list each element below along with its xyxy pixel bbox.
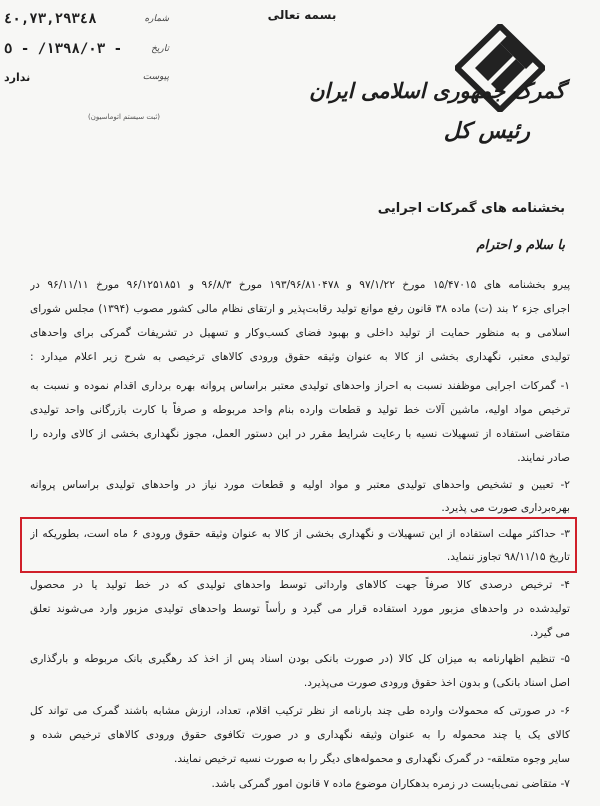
letter-date-row bbox=[4, 38, 169, 60]
body-line-13: ۴- ترخیص درصدی کالا صرفاً جهت کالاهای وارداتی توسط واحدهای تولیدی که در خط تولید یا در محصول bbox=[30, 579, 570, 591]
bismillah-heading: بسمه تعالی bbox=[267, 8, 337, 22]
body-line-16: ۵- تنظیم اظهارنامه به میزان کل کالا (در صورت بانکی بودن اسناد پس از اخذ کد رهگیری بانک مربوطه و بارگذاری bbox=[30, 653, 570, 665]
signatory-title: رئیس کل bbox=[443, 118, 530, 144]
letter-attachment-value: ندارد bbox=[4, 70, 31, 84]
body-line-3: اسلامی و به منظور حمایت از تولید داخلی و بهبود فضای کسب‌وکار و تسهیل در تشریفات گمرکی برای واحدهای bbox=[30, 327, 570, 339]
body-line-14: تولیدشده در واحدهای مزبور مورد استفاده قرار می گیرد و رأساً توسط واحدهای تولیدی مزبور وارد می‌شوند تعلق bbox=[30, 603, 570, 615]
body-line-15: می گیرد. bbox=[529, 627, 570, 639]
recipient-heading: بخشنامه های گمرکات اجرایی bbox=[377, 201, 565, 216]
body-line-9: ۲- تعیین و تشخیص واحدهای تولیدی معتبر و مواد اولیه و قطعات مورد نیاز در واحدهای تولیدی براساس پروانه bbox=[30, 479, 570, 491]
body-line-21: ۷- متقاضی نمی‌بایست در زمره بدهکاران موضوع ماده ۷ قانون امور گمرکی باشد. bbox=[211, 778, 570, 790]
letter-attachment-row bbox=[4, 66, 169, 88]
body-line-7: متقاضی استفاده از تسهیلات نسیه با رعایت شرایط مقرر در این دستور العمل، مجوز نگهداری بخشی از کالای وارده را bbox=[30, 428, 570, 440]
body-line-17: اصل اسناد بانکی) و بدون اخذ حقوق ورودی صورت می‌پذیرد. bbox=[303, 677, 570, 689]
body-line-12: تاریخ ۹۸/۱۱/۱۵ تجاوز ننماید. bbox=[446, 551, 570, 563]
automation-note: (ثبت سیستم اتوماسیون) bbox=[88, 113, 160, 121]
body-line-8: صادر نمایند. bbox=[517, 452, 570, 464]
letter-date-value: ١٣٩٨/٠٣/ - ٥ - bbox=[4, 41, 123, 57]
letter-number-row bbox=[4, 8, 169, 30]
letter-date-label: تاریخ bbox=[151, 44, 169, 54]
body-line-2: اجرای جزء ۲ بند (ت) ماده ۳۸ قانون رفع موانع تولید رقابت‌پذیر و ارتقای نظام مالی کشور مصوب (۱۳۹۴) مجلس شورای bbox=[30, 303, 570, 315]
body-line-1: پیرو بخشنامه های ۱۵/۴۷۰۱۵ مورخ ۹۷/۱/۲۲ و ۱۹۳/۹۶/۸۱۰۴۷۸ مورخ ۹۶/۸/۳ و ۹۶/۱۲۵۱۸۵۱ مورخ ۹۶/۱۱/۱۱ در bbox=[30, 279, 570, 291]
body-line-10: بهره‌برداری صورت می پذیرد. bbox=[441, 502, 570, 514]
body-line-5: ۱- گمرکات اجرایی موظفند نسبت به احراز واحدهای تولیدی معتبر براساس پروانه بهره برداری اقدام نموده و نسبت به bbox=[30, 380, 570, 392]
greeting-text: با سلام و احترام bbox=[476, 238, 565, 253]
body-line-6: ترخیص مواد اولیه، ماشین آلات خط تولید و قطعات وارده بنام واحد مربوطه و صرفاً با کارت بازرگانی واحد تولیدی bbox=[30, 404, 570, 416]
body-line-4: تولیدی معتبر، نگهداری بخشی از کالا به عنوان وثیقه حقوق ورودی کالاهای ترخیصی به شرح زیر اعلام میدارد : bbox=[30, 351, 570, 363]
body-line-19: کالای یک یا چند محموله را به عنوان وثیقه نگهداری و در صورت تکافوی حقوق ورودی کالاهای ترخیص شده و bbox=[30, 729, 570, 741]
letter-number-value: ٤٠,٧٣,٢٩٣٤٨ bbox=[4, 11, 97, 27]
body-line-11: ۳- حداکثر مهلت استفاده از این تسهیلات و نگهداری بخشی از کالا به عنوان وثیقه حقوق ورودی ۶ ماه است، بطوریکه از bbox=[30, 528, 570, 540]
organization-name: گمرک جمهوری اسلامی ایران bbox=[309, 78, 565, 103]
letter-attachment-label: پیوست bbox=[142, 72, 169, 82]
letter-number-label: شماره bbox=[144, 14, 169, 24]
body-line-20: سایر وجوه متعلقه- در گمرک نگهداری و محموله‌های دیگر را به صورت نسیه ترخیص نمایند. bbox=[173, 753, 570, 765]
body-line-18: ۶- در صورتی که محمولات وارده طی چند بارنامه از نظر ترکیب اقلام، تعداد، ارزش مشابه باشند گمرک می تواند کل bbox=[30, 705, 570, 717]
